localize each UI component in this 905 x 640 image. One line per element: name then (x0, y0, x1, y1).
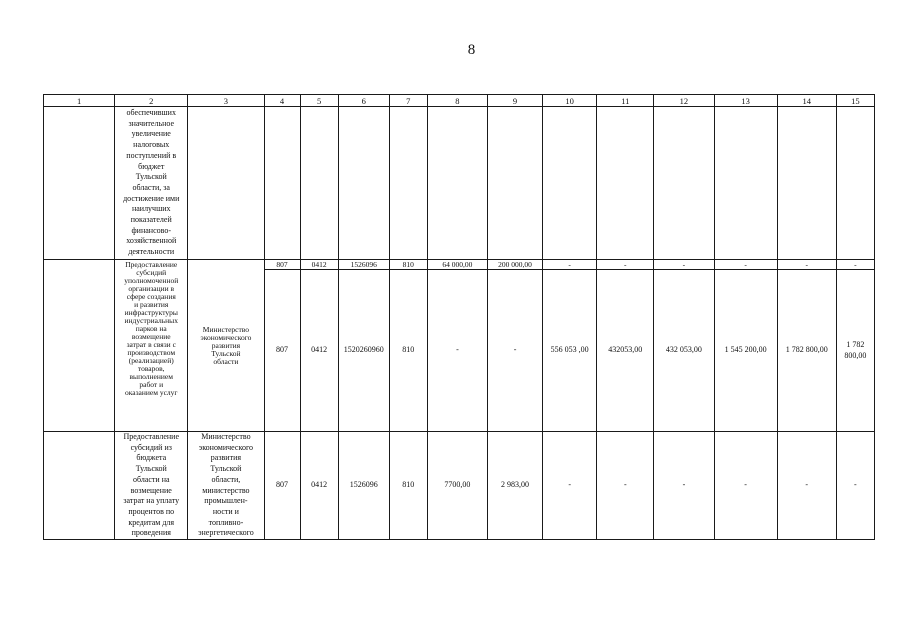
org-line: экономического (198, 442, 254, 452)
desc-line: обеспечивших (126, 108, 176, 117)
desc-line: Тульской (135, 464, 167, 474)
empty-cell (543, 107, 597, 260)
cell-col6: 1526096 (338, 260, 389, 270)
empty-cell (44, 432, 115, 540)
empty-cell (836, 107, 874, 260)
desc-line: поступлений в (126, 150, 177, 160)
desc-line: уполномоченной (124, 276, 179, 285)
org-line: развития (210, 453, 242, 463)
desc-line: наилучших (131, 204, 171, 214)
empty-cell (427, 107, 487, 260)
cell-col14: 1 782 800,00 (777, 270, 836, 432)
header-cell: 8 (427, 95, 487, 107)
desc-line: деятельности (128, 247, 175, 257)
cell-col6: 1520260960 (338, 270, 389, 432)
cell-col5: 0412 (300, 260, 338, 270)
header-cell: 14 (777, 95, 836, 107)
cell-col12: - (654, 432, 714, 540)
desc-line: бюджет (138, 161, 165, 171)
cell-col10: 556 053 ,00 (543, 270, 597, 432)
empty-cell (714, 107, 777, 260)
table-row (44, 260, 875, 270)
desc-line: проведения (131, 528, 171, 538)
cell-col9: 2 983,00 (487, 432, 542, 540)
cell-col8: 7700,00 (427, 432, 487, 540)
empty-cell (188, 107, 264, 260)
org-line: экономического (200, 332, 252, 342)
empty-cell (264, 107, 300, 260)
org-line: области (213, 356, 239, 366)
cell-line: 1 782 (846, 339, 865, 349)
cell-col7: 810 (389, 260, 427, 270)
header-cell: 15 (836, 95, 874, 107)
desc-line: хозяйственной (126, 236, 177, 246)
cell-col13: - (714, 260, 777, 270)
org-line: Министерство (201, 432, 251, 441)
desc-line: (реализацией) (128, 356, 174, 365)
org-line: промышлен- (204, 496, 248, 506)
cell-col4: 807 (264, 432, 300, 540)
desc-line: инфраструктуры (124, 308, 178, 317)
cell-col10: - (543, 432, 597, 540)
empty-cell (597, 107, 654, 260)
desc-line: показателей (130, 215, 172, 225)
desc-line: субсидий из (130, 442, 172, 452)
desc-line: товаров, (137, 364, 165, 373)
desc-line: выполнением (129, 372, 173, 381)
desc-line: значительное (128, 118, 175, 128)
cell-col13: 1 545 200,00 (714, 270, 777, 432)
cell-col6: 1526096 (338, 432, 389, 540)
cell-col4: 807 (264, 260, 300, 270)
desc-line: Предоставление (123, 432, 179, 441)
cell-col5: 0412 (300, 432, 338, 540)
cell-col13: - (714, 432, 777, 540)
cell-col10: - (543, 260, 597, 270)
desc-line: парков на (135, 324, 167, 333)
cell-col11: - (597, 260, 654, 270)
cell-col7: 810 (389, 432, 427, 540)
cell-col8: - (427, 270, 487, 432)
empty-cell (487, 107, 542, 260)
row1-description (115, 107, 188, 260)
cell-col15: - (836, 260, 874, 270)
header-cell: 7 (389, 95, 427, 107)
org-line: Тульской (210, 464, 242, 474)
desc-line: организации в (128, 284, 175, 293)
cell-col11: 432053,00 (597, 270, 654, 432)
desc-line: финансово- (131, 225, 171, 235)
cell-col4: 807 (264, 270, 300, 432)
org-line: Тульской (211, 348, 241, 358)
header-cell: 5 (300, 95, 338, 107)
header-row (44, 95, 875, 107)
desc-line: области, за (132, 182, 170, 192)
empty-cell (389, 107, 427, 260)
empty-cell (338, 107, 389, 260)
table-row (44, 107, 875, 260)
cell-col9: - (487, 270, 542, 432)
header-cell: 13 (714, 95, 777, 107)
cell-col15: - (836, 432, 874, 540)
header-cell: 6 (338, 95, 389, 107)
desc-line: процентов по (128, 506, 175, 516)
table-row (44, 432, 875, 540)
desc-line: субсидий (136, 268, 167, 277)
desc-line: затрат на уплату (123, 496, 180, 506)
desc-line: производством (127, 348, 176, 357)
desc-line: возмещение (130, 485, 172, 495)
header-cell: 9 (487, 95, 542, 107)
page-number: 8 (467, 42, 476, 58)
row2-description (115, 260, 188, 432)
cell-col12: 432 053,00 (654, 270, 714, 432)
cell-line: 800,00 (844, 350, 867, 360)
desc-line: оказанием услуг (124, 388, 178, 397)
org-line: ности и (212, 506, 239, 516)
cell-col7: 810 (389, 270, 427, 432)
desc-line: бюджета (136, 453, 167, 463)
desc-line: сфере создания (126, 292, 176, 301)
header-cell: 3 (188, 95, 264, 107)
desc-line: Предоставление (125, 260, 178, 269)
empty-cell (44, 260, 115, 432)
row3-organization (188, 432, 264, 540)
empty-cell (300, 107, 338, 260)
cell-col8: 64 000,00 (427, 260, 487, 270)
row2-organization (188, 260, 264, 432)
desc-line: области на (132, 474, 170, 484)
cell-col11: - (597, 432, 654, 540)
desc-line: налоговых (133, 140, 170, 150)
budget-table (43, 94, 875, 540)
org-line: министерство (202, 485, 250, 495)
row3-description (115, 432, 188, 540)
org-line: области, (211, 474, 241, 484)
empty-cell (44, 107, 115, 260)
desc-line: и развития (134, 300, 169, 309)
cell-col12: - (654, 260, 714, 270)
org-line: топливно- (208, 517, 244, 527)
header-cell: 10 (543, 95, 597, 107)
desc-line: затрат в связи с (126, 340, 176, 349)
org-line: Министерство (202, 324, 250, 334)
header-cell: 1 (44, 95, 115, 107)
cell-col14: - (777, 260, 836, 270)
header-cell: 4 (264, 95, 300, 107)
org-line: энергетического (198, 528, 254, 538)
desc-line: индустриальных (124, 316, 178, 325)
desc-line: увеличение (131, 129, 171, 139)
header-cell: 12 (654, 95, 714, 107)
org-line: развития (211, 340, 241, 350)
desc-line: достижение ими (123, 193, 180, 203)
header-cell: 2 (115, 95, 188, 107)
cell-col14: - (777, 432, 836, 540)
cell-col9: 200 000,00 (487, 260, 542, 270)
header-cell: 11 (597, 95, 654, 107)
cell-col5: 0412 (300, 270, 338, 432)
cell-col15 (836, 270, 874, 432)
desc-line: возмещение (131, 332, 171, 341)
desc-line: Тульской (135, 172, 167, 182)
empty-cell (654, 107, 714, 260)
desc-line: кредитам для (128, 517, 175, 527)
desc-line: работ и (139, 380, 164, 389)
empty-cell (777, 107, 836, 260)
